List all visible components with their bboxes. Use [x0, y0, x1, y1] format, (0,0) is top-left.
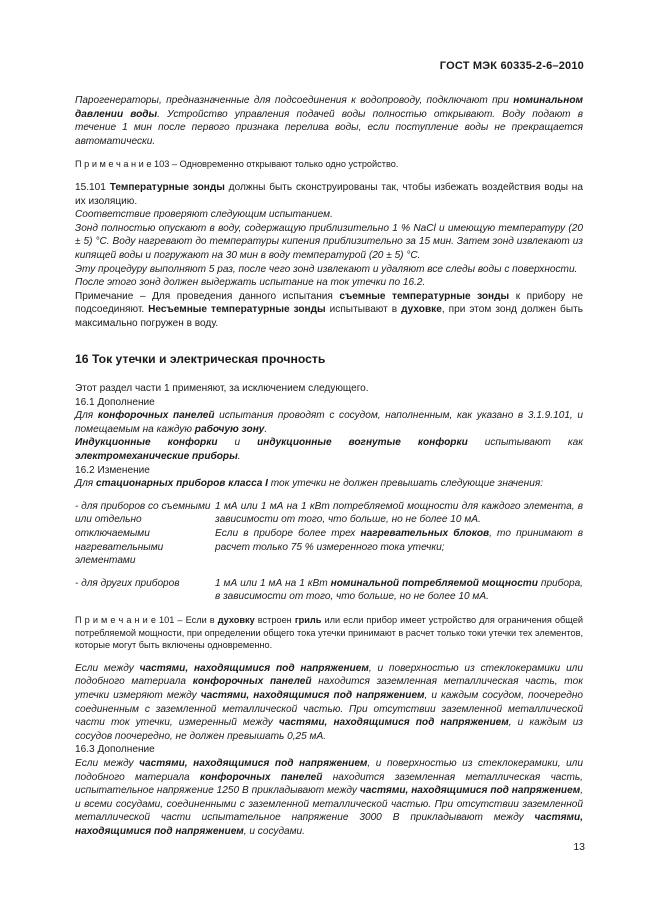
paragraph-steam-generators: Парогенераторы, предназначенные для подсоединения к водопроводу, подключают при номинальном давлении воды. Устройство управления подачей воды полностью открывают. Воду подают в течение 1 мин после первого признака перелива воды, если поступление воды не прекращается автоматически.: [75, 95, 583, 147]
clause-16-1-text-1: Для конфорочных панелей испытания проводят с сосудом, наполненным, как указано в 3.1.9.101, и помещаемым на каждую рабочую зону.: [75, 410, 583, 435]
page-number: 13: [573, 841, 585, 853]
probe-test-step-1: Зонд полностью опускают в воду, содержащую приблизительно 1 % NaCl и имеющую температуру (20 ± 5) °С. Воду нагревают до температуры кипения приблизительно за 15 мин. Затем зонд извлекают из кипящей воды и погружают на 30 мин в воду температурой (20 ± 5) °С.: [75, 222, 583, 261]
leakage-row-label: - для приборов со съемными или отдельно отключаемыми нагревательными элементами: [75, 500, 211, 567]
section-16-intro: Этот раздел части 1 применяют, за исключением следующего.: [75, 383, 369, 395]
section-16-heading: 16 Ток утечки и электрическая прочность: [75, 351, 326, 366]
clause-16-1-text-2: Индукционные конфорки и индукционные вогнутые конфорки испытывают как электромеханические приборы.: [75, 437, 583, 463]
clause-15-101: 15.101 Температурные зонды должны быть сконструированы так, чтобы избежать воздействия воды на их изоляцию.: [75, 181, 583, 207]
document-header: ГОСТ МЭК 60335-2-6–2010: [439, 60, 584, 72]
note-103: П р и м е ч а н и е 103 – Одновременно открывают только одно устройство.: [75, 159, 399, 170]
paragraph-leakage-glass-ceramic: Если между частями, находящимися под напряжением, и поверхностью из стеклокерамики или подобного материала конфорочных панелей находится заземленная металлическая часть, ток утечки измеряют между частями, находящимися под напряжением, и каждым сосудом, поочередно соединенным с заземленной металлической частью. При отсутствии заземленной металлической части ток утечки, измеренный между частями, находящимися под напряжением, и каждым из сосудов поочередно, не должен превышать 0,25 мА.: [75, 662, 584, 742]
probe-test-step-2: Эту процедуру выполняют 5 раз, после чего зонд извлекают и удаляют все следы воды с поверхности.: [75, 263, 578, 275]
paragraph-electric-strength: Если между частями, находящимися под напряжением, и поверхностью из стеклокерамики, или подобного материала конфорочных панелей находится заземленная металлическая часть, испытательное напряжение 1250 В прикладывают между частями, находящимися под напряжением, и всеми сосудами, соединенными с заземленной металлической частью. При отсутствии заземленной металлической части испытательное напряжение 3000 В прикладывают между частями, находящимися под напряжением, и сосудами.: [75, 757, 583, 837]
note-101: П р и м е ч а н и е 101 – Если в духовку встроен гриль или если прибор имеет устройство для ограничения общей потребляемой мощности, при определении общего тока утечки принимают в расчет только токи утечки тех элементов, которые могут быть включены одновременно.: [75, 615, 583, 651]
page-content: [75, 94, 583, 839]
compliance-check: Соответствие проверяют следующим испытанием.: [75, 209, 333, 221]
leakage-row-value: 1 мА или 1 мА на 1 кВт номинальной потребляемой мощности прибора, в зависимости от того, что больше, но не более 10 мА.: [215, 577, 583, 603]
leakage-row-detachable: [75, 500, 583, 568]
leakage-row-other: [75, 577, 583, 604]
probe-test-step-3: После этого зонд должен выдержать испытание на ток утечки по 16.2.: [75, 277, 426, 289]
clause-16-2-title: 16.2 Изменение: [75, 464, 150, 476]
leakage-row-value: 1 мА или 1 мА на 1 кВт потребляемой мощности для каждого элемента, в зависимости от того, что больше, но не более 10 мА. Если в приборе более трех нагревательных блоков, то принимают в расчет только 75 % измеренного тока утечки;: [215, 500, 583, 553]
clause-16-3-title: 16.3 Дополнение: [75, 744, 155, 756]
note-removable-probes: Примечание – Для проведения данного испытания съемные температурные зонды к прибору не подсоединяют. Несъемные температурные зонды испытывают в духовке, при этом зонд должен быть максимально погружен в воду.: [75, 290, 583, 329]
leakage-row-label: - для других приборов: [75, 577, 180, 589]
clause-16-1-title: 16.1 Дополнение: [75, 396, 155, 408]
clause-16-2-text: Для стационарных приборов класса I ток утечки не должен превышать следующие значения:: [75, 478, 544, 490]
